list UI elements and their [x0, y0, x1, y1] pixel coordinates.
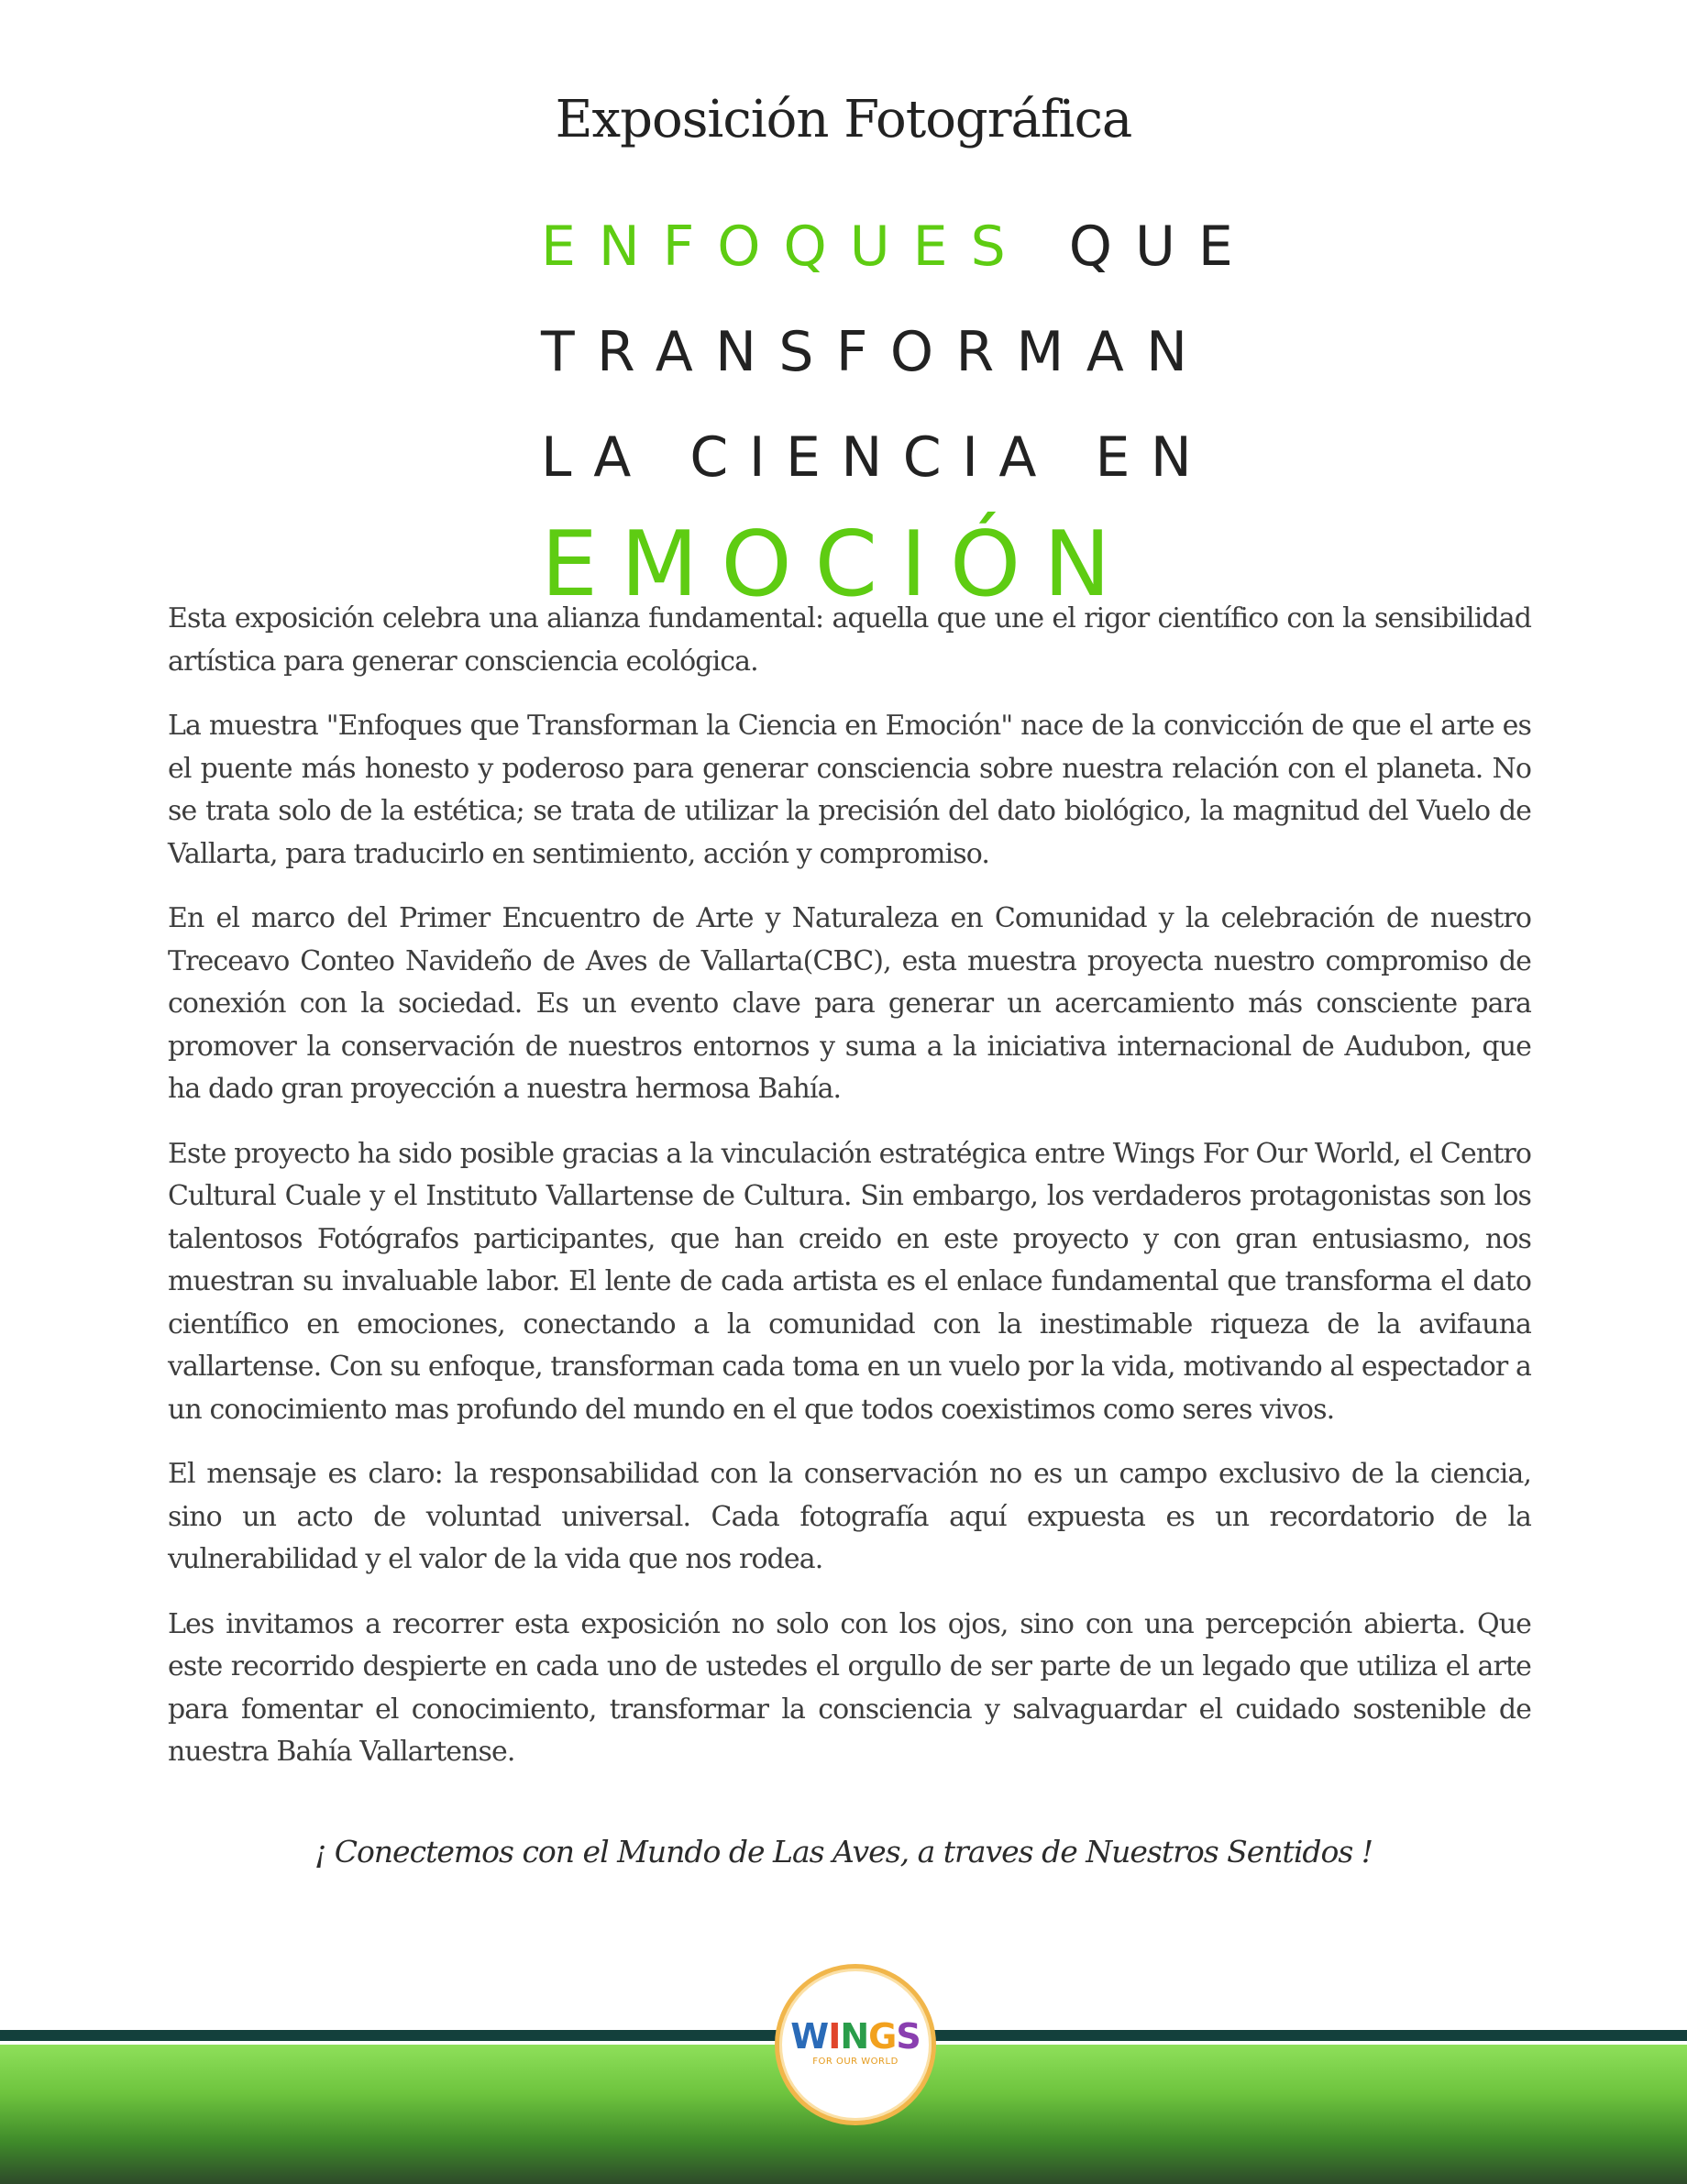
document-title: Exposición Fotográfica [555, 90, 1132, 149]
paragraph: Les invitamos a recorrer esta exposición no solo con los ojos, sino con una percepción abierta. Que este recorrido despierte en cada uno de ustedes el orgullo de ser parte de un legado que utiliza el arte para fomentar el conocimiento, transformar la consciencia y salvaguardar el cuidado sostenible de nuestra Bahía Vallartense. [168, 1607, 1531, 1768]
headline-line-1 [541, 215, 1256, 279]
logo-subtitle: FOR OUR WORLD [812, 2057, 899, 2067]
logo-wordmark: WINGS [790, 2016, 921, 2057]
paragraph: Esta exposición celebra una alianza fundamental: aquella que une el rigor científico con la sensibilidad artística para generar consciencia ecológica. [168, 602, 1531, 678]
wings-logo [775, 1964, 936, 2125]
body-text [168, 598, 1531, 1796]
paragraph: Este proyecto ha sido posible gracias a la vinculación estratégica entre Wings For Our World, el Centro Cultural Cuale y el Instituto Vallartense de Cultura. Sin embargo, los verdaderos protagonistas son los talentosos Fotógrafos participantes, que han creido en este proyecto y con gran entusiasmo, nos muestran su invaluable labor. El lente de cada artista es el enlace fundamental que transforma el dato científico en emociones, conectando a la comunidad con la inestimable riqueza de la avifauna vallartense. Con su enfoque, transforman cada toma en un vuelo por la vida, motivando al espectador a un conocimiento mas profundo del mundo en el que todos coexistimos como seres vivos. [168, 1137, 1531, 1426]
headline-line-2: TRANSFORMAN [541, 320, 1210, 384]
paragraph: La muestra "Enfoques que Transforman la Ciencia en Emoción" nace de la convicción de que el arte es el puente más honesto y poderoso para generar consciencia sobre nuestra relación con el planeta. No se trata solo de la estética; se trata de utilizar la precisión del dato biológico, la magnitud del Vuelo de Vallarta, para traducirlo en sentimiento, acción y compromiso. [168, 710, 1531, 870]
headline-line-3: LA CIENCIA EN [541, 425, 1213, 490]
headline-word-que: QUE [1068, 215, 1256, 279]
headline-word-enfoques: ENFOQUES [541, 215, 1029, 279]
paragraph: El mensaje es claro: la responsabilidad con la conservación no es un campo exclusivo de la ciencia, sino un acto de voluntad universal. Cada fotografía aquí expuesta es un recordatorio de la vulnerabilidad y el valor de la vida que nos rodea. [168, 1458, 1531, 1575]
closing-line: ¡ Conectemos con el Mundo de Las Aves, a traves de Nuestros Sentidos ! [314, 1834, 1373, 1870]
paragraph: En el marco del Primer Encuentro de Arte y Naturaleza en Comunidad y la celebración de nuestro Treceavo Conteo Navideño de Aves de Vallarta(CBC), esta muestra proyecta nuestro compromiso de conexión con la sociedad. Es un evento clave para generar un acercamiento más consciente para promover la conservación de nuestros entornos y suma a la iniciativa internacional de Audubon, que ha dado gran proyección a nuestra hermosa Bahía. [168, 902, 1531, 1105]
headline-line-4: EMOCIÓN [541, 513, 1134, 617]
headline [541, 215, 1256, 658]
